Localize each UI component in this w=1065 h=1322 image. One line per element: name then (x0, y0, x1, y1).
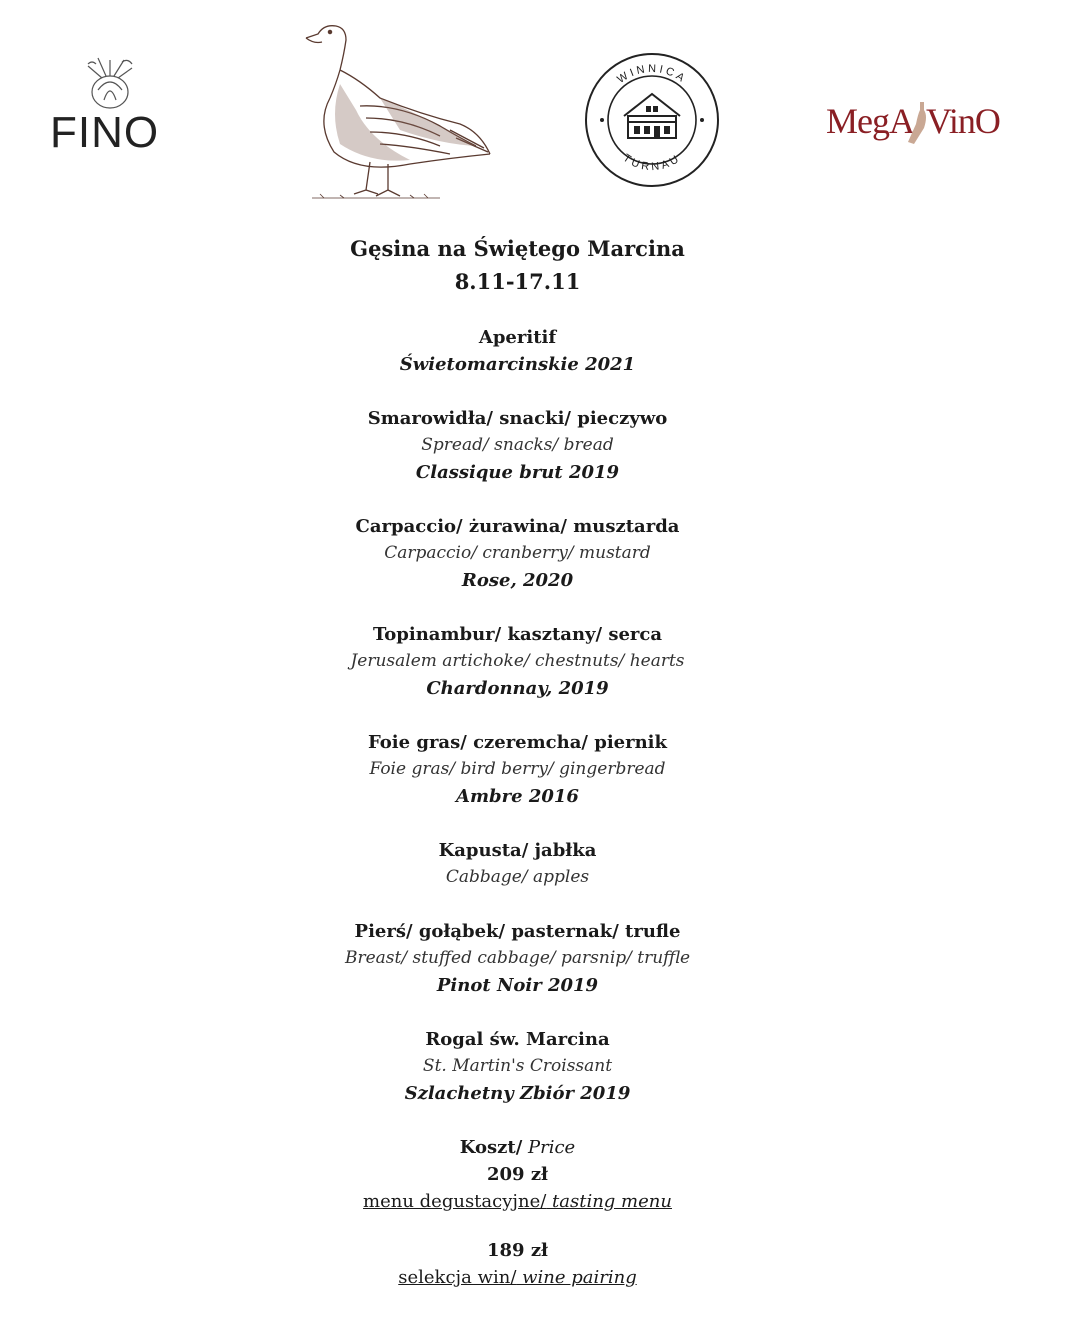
course-name: Rogal św. Marcina (425, 1029, 610, 1050)
wine-pairing-en: wine pairing (516, 1267, 637, 1288)
menu-price: 209 zł (487, 1164, 548, 1185)
wine-pairing-pl: selekcja win/ (398, 1267, 517, 1288)
course-translation: Carpaccio/ cranberry/ mustard (384, 543, 651, 563)
course-name: Smarowidła/ snacki/ pieczywo (367, 408, 668, 429)
course-wine: Ambre 2016 (456, 786, 579, 807)
course-wine: Szlachetny Zbiór 2019 (404, 1083, 631, 1104)
price-block (0, 1134, 1035, 1291)
wine-pairing-label (0, 1264, 1035, 1291)
megavino-left: MegA (826, 101, 914, 141)
tasting-menu-pl: menu degustacyjne/ (363, 1191, 547, 1212)
course-item (0, 918, 1035, 999)
course-item (0, 837, 1035, 891)
megavino-right: VinO (926, 101, 1000, 141)
course-aperitif (0, 324, 1035, 378)
tasting-menu-label (0, 1188, 1035, 1215)
course-name: Pierś/ gołąbek/ pasternak/ trufle (354, 921, 681, 942)
course-translation: St. Martin's Croissant (422, 1056, 613, 1076)
course-wine: Świetomarcinskie 2021 (399, 354, 636, 375)
course-item (0, 513, 1035, 594)
svg-text:TURNAU (621, 152, 684, 173)
course-wine: Pinot Noir 2019 (436, 975, 599, 996)
menu-dates: 8.11-17.11 (454, 269, 581, 294)
ring-text-bottom: TURNAU (620, 152, 684, 174)
course-name: Topinambur/ kasztany/ serca (372, 624, 663, 645)
fennel-icon (78, 56, 200, 112)
winnica-turnau-logo (582, 50, 722, 190)
course-translation: Spread/ snacks/ bread (421, 435, 614, 455)
course-translation: Breast/ stuffed cabbage/ parsnip/ truffle (344, 948, 691, 968)
fino-logo (50, 56, 172, 156)
pairing-price: 189 zł (487, 1240, 548, 1261)
svg-text:WINNICA (615, 63, 689, 86)
menu-title: Gęsina na Świętego Marcina (350, 236, 685, 261)
tasting-menu-en: tasting menu (546, 1191, 672, 1212)
course-translation: Jerusalem artichoke/ chestnuts/ hearts (350, 651, 685, 671)
course-wine: Rose, 2020 (461, 570, 574, 591)
goose-illustration (300, 14, 500, 204)
course-translation: Cabbage/ apples (445, 867, 590, 887)
winery-house-icon (582, 50, 722, 190)
menu (0, 232, 1035, 1291)
course-item (0, 729, 1035, 810)
course-name: Kapusta/ jabłka (438, 840, 597, 861)
course-name: Foie gras/ czeremcha/ piernik (368, 732, 667, 753)
fino-wordmark: FINO (50, 108, 160, 157)
course-item (0, 621, 1035, 702)
ring-text-top: WINNICA (615, 62, 689, 87)
course-name: Carpaccio/ żurawina/ musztarda (355, 516, 680, 537)
course-item (0, 1026, 1035, 1107)
price-label-en: Price (522, 1137, 576, 1158)
course-wine: Chardonnay, 2019 (426, 678, 609, 699)
goose-icon (300, 14, 500, 204)
course-name: Aperitif (478, 327, 557, 348)
course-wine: Classique brut 2019 (415, 462, 620, 483)
price-label-pl: Koszt/ (459, 1137, 523, 1158)
course-translation: Foie gras/ bird berry/ gingerbread (369, 759, 666, 779)
megavino-logo (826, 100, 1000, 144)
course-item (0, 405, 1035, 486)
price-label (0, 1134, 1035, 1161)
